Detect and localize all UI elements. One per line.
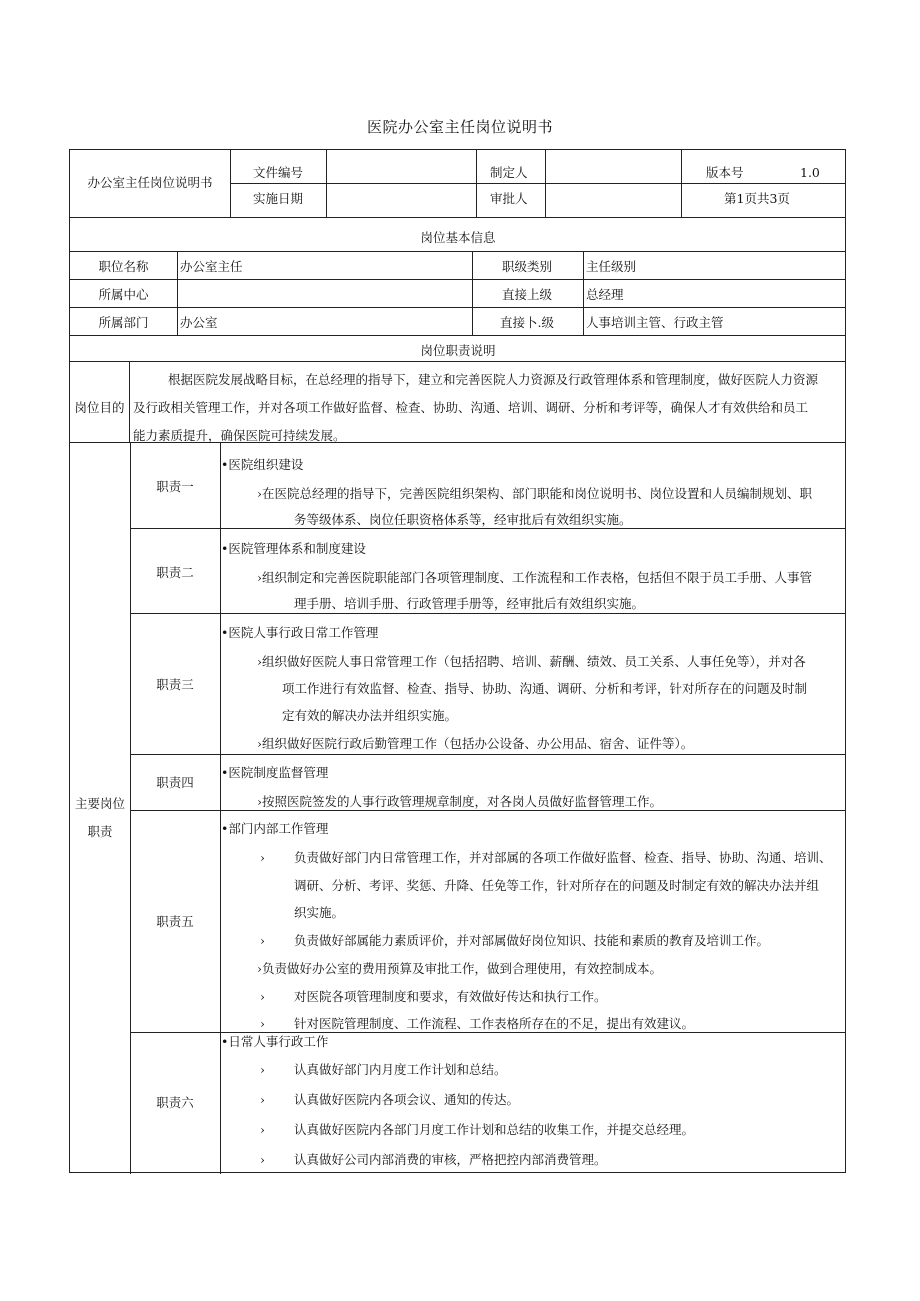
duty-6-line-4: 认真做好公司内部消费的审核，严格把控内部消费管理。 (294, 1152, 607, 1167)
duty-3-line-4: ›组织做好医院行政后勤管理工作（包括办公设备、办公用品、宿舍、证件等）。 (257, 736, 694, 751)
dept-label: 所属部门 (98, 315, 149, 330)
version-label: 版本号 (706, 165, 744, 180)
duty-2-line-1: ›组织制定和完善医院职能部门各项管理制度、工作流程和工作表格，包括但不限于员工手册、人事管 (257, 570, 813, 585)
duty-6-bullet-2: › (260, 1092, 265, 1107)
superior-label: 直接上级 (502, 287, 553, 302)
duty-5-bullet-3: › (260, 989, 265, 1004)
file-no-label: 文件编号 (252, 165, 303, 180)
duty-4-line-1: ›按照医院签发的人事行政管理规章制度，对各岗人员做好监督管理工作。 (257, 794, 663, 809)
duty-6-line-3: 认真做好医院内各部门月度工作计划和总结的收集工作，并提交总经理。 (294, 1122, 695, 1137)
job-description-table (69, 149, 846, 1173)
impl-date-label: 实施日期 (252, 191, 303, 206)
duty-3-line-3: 定有效的解决办法并组织实施。 (282, 708, 458, 723)
duty-6-name: 职责六 (156, 1095, 194, 1110)
rank-value: 主任级别 (586, 259, 637, 274)
duty-1-line-2: 务等级体系、岗位任职资格体系等，经审批后有效组织实施。 (294, 512, 632, 527)
duty-5-line-5: ›负责做好办公室的费用预算及审批工作，做到合理使用，有效控制成本。 (257, 961, 663, 976)
duty-3-line-1: ›组织做好医院人事日常管理工作（包括招聘、培训、薪酬、绩效、员工关系、人事任免等），并对各 (257, 654, 806, 669)
duty-6-bullet-1: › (260, 1062, 265, 1077)
duty-6-line-2: 认真做好医院内各项会议、通知的传达。 (294, 1092, 520, 1107)
main-duties-label-line1: 主要岗位 (74, 796, 125, 811)
duty-2-line-2: 理手册、培训手册、行政管理手册等，经审批后有效组织实施。 (294, 596, 645, 611)
position-name-label: 职位名称 (98, 259, 149, 274)
duty-4-title: •医院制度监督管理 (221, 765, 329, 780)
center-label: 所属中心 (98, 287, 149, 302)
subordinate-value: 人事培训主管、行政主管 (586, 315, 724, 330)
duty-5-line-1: 负责做好部门内日常管理工作，并对部属的各项工作做好监督、检查、指导、协助、沟通、培训、 (294, 850, 832, 865)
duty-5-line-4: 负责做好部属能力素质评价，并对部属做好岗位知识、技能和素质的教育及培训工作。 (294, 933, 770, 948)
duty-6-bullet-3: › (260, 1122, 265, 1137)
duty-6-bullet-4: › (260, 1152, 265, 1167)
duty-desc-heading: 岗位职责说明 (420, 343, 496, 358)
doc-name: 办公室主任岗位说明书 (87, 175, 213, 190)
duty-5-bullet-2: › (260, 933, 265, 948)
position-name-value: 办公室主任 (180, 259, 243, 274)
page-info: 第1页共3页 (724, 191, 790, 206)
duty-5-bullet-4: › (260, 1016, 265, 1031)
duty-3-line-2: 项工作进行有效监督、检查、指导、协助、沟通、调研、分析和考评，针对所存在的问题及时制 (282, 681, 808, 696)
rank-label: 职级类别 (502, 259, 553, 274)
basic-info-heading: 岗位基本信息 (420, 230, 496, 245)
main-duties-label-line2: 职责 (87, 824, 113, 839)
duty-5-line-3: 织实施。 (294, 905, 345, 920)
duty-1-name: 职责一 (156, 479, 194, 494)
duty-5-title: •部门内部工作管理 (221, 821, 329, 836)
duty-5-line-6: 对医院各项管理制度和要求，有效做好传达和执行工作。 (294, 989, 607, 1004)
duty-3-name: 职责三 (156, 677, 194, 692)
duty-5-line-2: 调研、分析、考评、奖惩、升降、任免等工作，针对所存在的问题及时制定有效的解决办法并组 (294, 878, 820, 893)
duty-6-title: •日常人事行政工作 (221, 1034, 329, 1049)
purpose-label: 岗位目的 (74, 400, 125, 415)
page-title: 医院办公室主任岗位说明书 (366, 118, 553, 136)
duty-1-title: •医院组织建设 (221, 457, 304, 472)
duty-4-name: 职责四 (156, 775, 194, 790)
duty-6-line-1: 认真做好部门内月度工作计划和总结。 (294, 1062, 507, 1077)
duty-5-name: 职责五 (156, 914, 194, 929)
purpose-line-2: 及行政相关管理工作，并对各项工作做好监督、检查、协助、沟通、培训、调研、分析和考评等，确保人才有效供给和员工 (133, 400, 809, 415)
duty-5-line-7: 针对医院管理制度、工作流程、工作表格所存在的不足，提出有效建议。 (294, 1016, 695, 1031)
duty-3-title: •医院人事行政日常工作管理 (221, 625, 379, 640)
main-duties-label (70, 790, 130, 846)
duty-5-bullet-1: › (260, 850, 265, 865)
purpose-line-1: 根据医院发展战略目标，在总经理的指导下，建立和完善医院人力资源及行政管理体系和管理制度，做好医院人力资源 (168, 372, 819, 387)
superior-value: 总经理 (586, 287, 624, 302)
duty-2-title: •医院管理体系和制度建设 (221, 541, 366, 556)
duty-1-line-1: ›在医院总经理的指导下，完善医院组织架构、部门职能和岗位说明书、岗位设置和人员编制规划、职 (257, 486, 813, 501)
duty-2-name: 职责二 (156, 565, 194, 580)
version-value: 1.0 (800, 165, 820, 180)
approver-label: 审批人 (490, 191, 528, 206)
maker-label: 制定人 (490, 165, 528, 180)
subordinate-label: 直接卜.级 (500, 315, 554, 330)
dept-value: 办公室 (180, 315, 218, 330)
purpose-line-3: 能力素质提升，确保医院可持续发展。 (133, 428, 346, 443)
